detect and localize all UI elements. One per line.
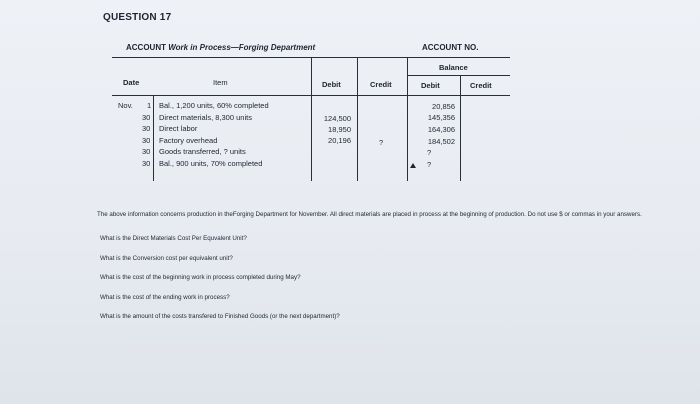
- row-balance-debit: ?: [427, 160, 432, 169]
- account-title-name: Work in Process—Forging Department: [168, 43, 316, 52]
- question-3: What is the cost of the beginning work in process completed during May?: [100, 274, 301, 281]
- header-credit: Credit: [370, 80, 392, 89]
- balance-divider: [460, 75, 461, 181]
- header-balance-debit: Debit: [421, 81, 440, 90]
- row-balance-debit: ?: [427, 148, 432, 157]
- row-debit: 18,950: [328, 125, 351, 134]
- header-date: Date: [123, 78, 140, 87]
- month-label: Nov.: [118, 101, 133, 110]
- instructions-text: The above information concerns production in theForging Department for November. All direct materials are placed in process at the beginning of production. Do not use $ or commas in your answers.: [97, 211, 642, 218]
- header-debit: Debit: [322, 80, 341, 89]
- row-day: 30: [142, 136, 151, 145]
- question-1: What is the Direct Materials Cost Per Equvalent Unit?: [100, 235, 247, 242]
- row-item: Bal., 1,200 units, 60% completed: [159, 101, 269, 110]
- row-day: 30: [142, 113, 151, 122]
- row-day: 30: [142, 124, 151, 133]
- header-item: Item: [213, 78, 228, 87]
- balance-header-border: [407, 75, 510, 76]
- row-item: Factory overhead: [159, 136, 218, 145]
- ledger-table: [112, 57, 510, 181]
- row-day: 30: [142, 159, 151, 168]
- row-balance-debit: 184,502: [427, 137, 455, 146]
- row-debit: 20,196: [328, 136, 351, 145]
- header-balance: Balance: [439, 63, 468, 72]
- row-credit: ?: [379, 138, 384, 147]
- row-balance-debit: 164,306: [427, 125, 455, 134]
- debit-divider: [357, 57, 358, 181]
- row-day: 1: [147, 101, 152, 110]
- account-title-prefix: ACCOUNT: [126, 43, 169, 52]
- row-balance-debit: 145,356: [427, 113, 455, 122]
- header-balance-credit: Credit: [470, 81, 492, 90]
- row-day: 30: [142, 147, 151, 156]
- account-title: [126, 43, 315, 52]
- question-2: What is the Conversion cost per equivalent unit?: [100, 255, 233, 262]
- row-item: Direct labor: [159, 124, 198, 133]
- row-item: Goods transferred, ? units: [159, 147, 246, 156]
- credit-divider: [407, 57, 408, 181]
- question-title: QUESTION 17: [103, 12, 172, 23]
- question-4: What is the cost of the ending work in process?: [100, 294, 230, 301]
- question-5: What is the amount of the costs transfered to Finished Goods (or the next department)?: [100, 313, 340, 320]
- row-debit: 124,500: [323, 114, 351, 123]
- row-item: Direct materials, 8,300 units: [159, 113, 252, 122]
- mouse-cursor-icon: [410, 163, 416, 168]
- row-item: Bal., 900 units, 70% completed: [159, 159, 263, 168]
- account-number-label: ACCOUNT NO.: [422, 43, 479, 52]
- row-balance-debit: 20,856: [432, 102, 455, 111]
